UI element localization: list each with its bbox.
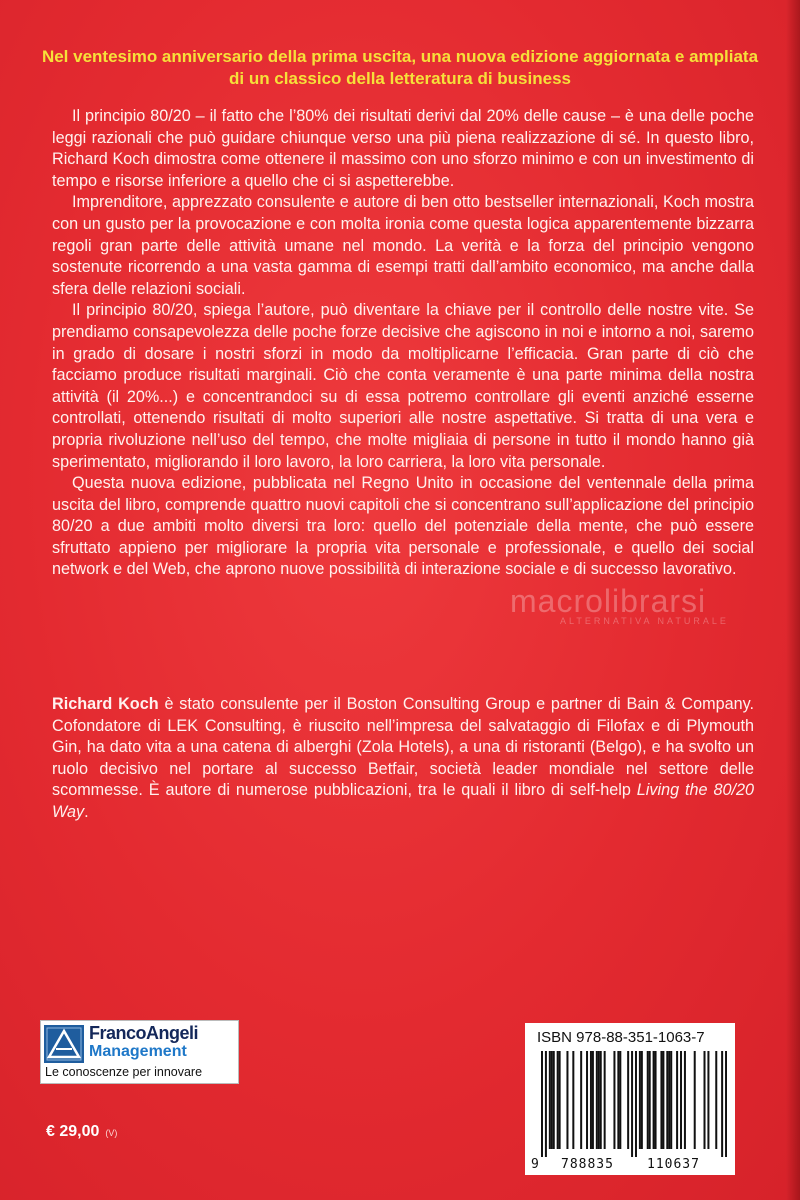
barcode-bar — [600, 1051, 602, 1149]
headline-line-1: Nel ventesimo anniversario della prima uscita, una nuova edizione aggiornata e ampliata — [41, 47, 759, 66]
blurb-paragraph-1: Il principio 80/20 – il fatto che l’80% dei risultati derivi dal 20% delle cause – è una delle poche leggi razionali che può guidare chiunque verso una più piena realizzazione di sé. In questo libro, Richard Koch dimostra come ottenere il massimo con uno sforzo minimo e con un investimento di tempo e risorse inferiore a quello che ci si aspetterebbe. — [52, 107, 754, 190]
barcode-bar — [592, 1051, 594, 1149]
barcode-bar — [598, 1051, 600, 1149]
barcode-bar — [721, 1051, 723, 1157]
barcode-bars — [541, 1051, 727, 1157]
headline-line-2: di un classico della letteratura di business — [228, 69, 571, 88]
author-bio-end: . — [84, 802, 89, 821]
barcode-bar — [694, 1051, 696, 1149]
barcode-bar — [641, 1051, 643, 1149]
barcode-bar — [613, 1051, 615, 1149]
watermark-text: macrolibrarsi — [510, 583, 707, 619]
price-vat-code: (V) — [105, 1128, 118, 1138]
blurb-paragraph-2: Imprenditore, apprezzato consulente e autore di ben otto bestseller internazionali, Koch mostra con un gusto per la provocazione e con molta ironia come questa logica apparentemente bizzarra regoli gran parte delle attività umane nel mondo. La verità e la forza del principio vengono sostenute ricorrendo a una vasta gamma di esempi tratti dall’ambito economico, ma anche dalla sfera delle relazioni sociali. — [52, 193, 754, 298]
isbn-label: ISBN 978-88-351-1063-7 — [537, 1029, 705, 1046]
barcode-bar — [680, 1051, 682, 1149]
publisher-logo-box — [40, 1020, 239, 1084]
barcode-digits-right: 110637 — [647, 1157, 700, 1172]
barcode-bar — [662, 1051, 664, 1149]
barcode-bar — [590, 1051, 592, 1149]
barcode-bar — [715, 1051, 717, 1149]
author-bio-text: è stato consulente per il Boston Consulting Group e partner di Bain & Company. Cofondatore di LEK Consulting, è riuscito nell’impresa del salvataggio di Filofax e di Plymouth Gin, ha dato vita a una catena di alberghi (Zola Hotels), a una di ristoranti (Belgo), e ha svolto un ruolo decisivo nel portare al successo Betfair, società leader mondiale nel settore delle scommesse. È autore di numerose pubblicazioni, tra le quali il libro di self-help — [52, 695, 754, 800]
publisher-tagline: Le conoscenze per innovare — [45, 1065, 203, 1079]
blurb-paragraph-3: Il principio 80/20, spiega l’autore, può diventare la chiave per il controllo delle nostre vite. Se prendiamo consapevolezza delle poche forze decisive che agiscono in noi e intorno a noi, saremo in grado di dosare i nostri sforzi in modo da moltiplicarne l’efficacia. Gran parte di ciò che facciamo produce risultati marginali. Ciò che conta veramente è una parte minima della nostra attività (il 20%...) e concentrandoci su di essa potremo controllare gli eventi anziché esserne controllati, ottenendo risultati di molto superiori alle nostre aspettative. Si tratta di una vera e propria rivoluzione nell’uso del tempo, che molte migliaia di persone in tutto il mondo hanno già sperimentato, migliorando il loro lavoro, la loro carriera, la loro vita personale. — [52, 301, 754, 471]
blurb — [52, 106, 754, 581]
barcode-bar — [655, 1051, 657, 1149]
barcode-bar — [545, 1051, 547, 1157]
triangle-a-logo-icon — [44, 1025, 84, 1063]
book-title-reference: Living the 80/20 Way — [52, 781, 754, 821]
barcode-bar — [551, 1051, 553, 1149]
blurb-paragraph-4: Questa nuova edizione, pubblicata nel Regno Unito in occasione del ventennale della prima uscita del libro, comprende quattro nuovi capitoli che si concentrano sull’applicazione del principio 80/20 a due ambiti molto diversi tra loro: quello del potenziale della mente, che può essere sfruttato appieno per migliorare la propria vita personale e professionale, e quello dei social network e del Web, che aprono nuove possibilità di interazione sociale e di successo lavorativo. — [52, 474, 754, 579]
barcode-bar — [549, 1051, 551, 1149]
barcode-bar — [627, 1051, 629, 1149]
barcode-bar — [676, 1051, 678, 1149]
barcode-digit-first: 9 — [531, 1157, 539, 1172]
barcode-bar — [559, 1051, 561, 1149]
barcode-bar — [666, 1051, 668, 1149]
barcode-bar — [707, 1051, 709, 1149]
barcode-bar — [619, 1051, 621, 1149]
barcode-bar — [617, 1051, 619, 1149]
author-bio-paragraph — [52, 694, 754, 824]
barcode-bar — [631, 1051, 633, 1157]
barcode-bar — [553, 1051, 555, 1149]
watermark-subtext: ALTERNATIVA NATURALE — [560, 616, 729, 626]
barcode-bar — [668, 1051, 670, 1149]
barcode-bar — [604, 1051, 606, 1149]
barcode-bar — [647, 1051, 649, 1149]
headline — [40, 46, 760, 90]
barcode-bar — [670, 1051, 672, 1149]
barcode-bar — [725, 1051, 727, 1157]
barcode-bar — [684, 1051, 686, 1149]
barcode-bar — [572, 1051, 574, 1149]
barcode-bar — [639, 1051, 641, 1149]
barcode-bar — [557, 1051, 559, 1149]
price-label — [46, 1123, 117, 1141]
page-edge-shadow — [786, 0, 800, 1200]
barcode-bar — [653, 1051, 655, 1149]
barcode-bar — [586, 1051, 588, 1149]
barcode-digits — [525, 1157, 735, 1173]
barcode-bar — [649, 1051, 651, 1149]
barcode-bar — [566, 1051, 568, 1149]
author-name: Richard Koch — [52, 695, 159, 713]
barcode-bar — [541, 1051, 543, 1157]
barcode-bar — [580, 1051, 582, 1149]
barcode-bar — [635, 1051, 637, 1157]
publisher-series: Management — [89, 1043, 187, 1060]
barcode-bar — [660, 1051, 662, 1149]
barcode-bar — [596, 1051, 598, 1149]
barcode-box — [525, 1023, 735, 1175]
publisher-name: FrancoAngeli — [89, 1023, 199, 1043]
barcode-digits-left: 788835 — [561, 1157, 614, 1172]
price-amount: € 29,00 — [46, 1123, 100, 1140]
author-bio — [52, 694, 754, 824]
barcode-bar — [704, 1051, 706, 1149]
